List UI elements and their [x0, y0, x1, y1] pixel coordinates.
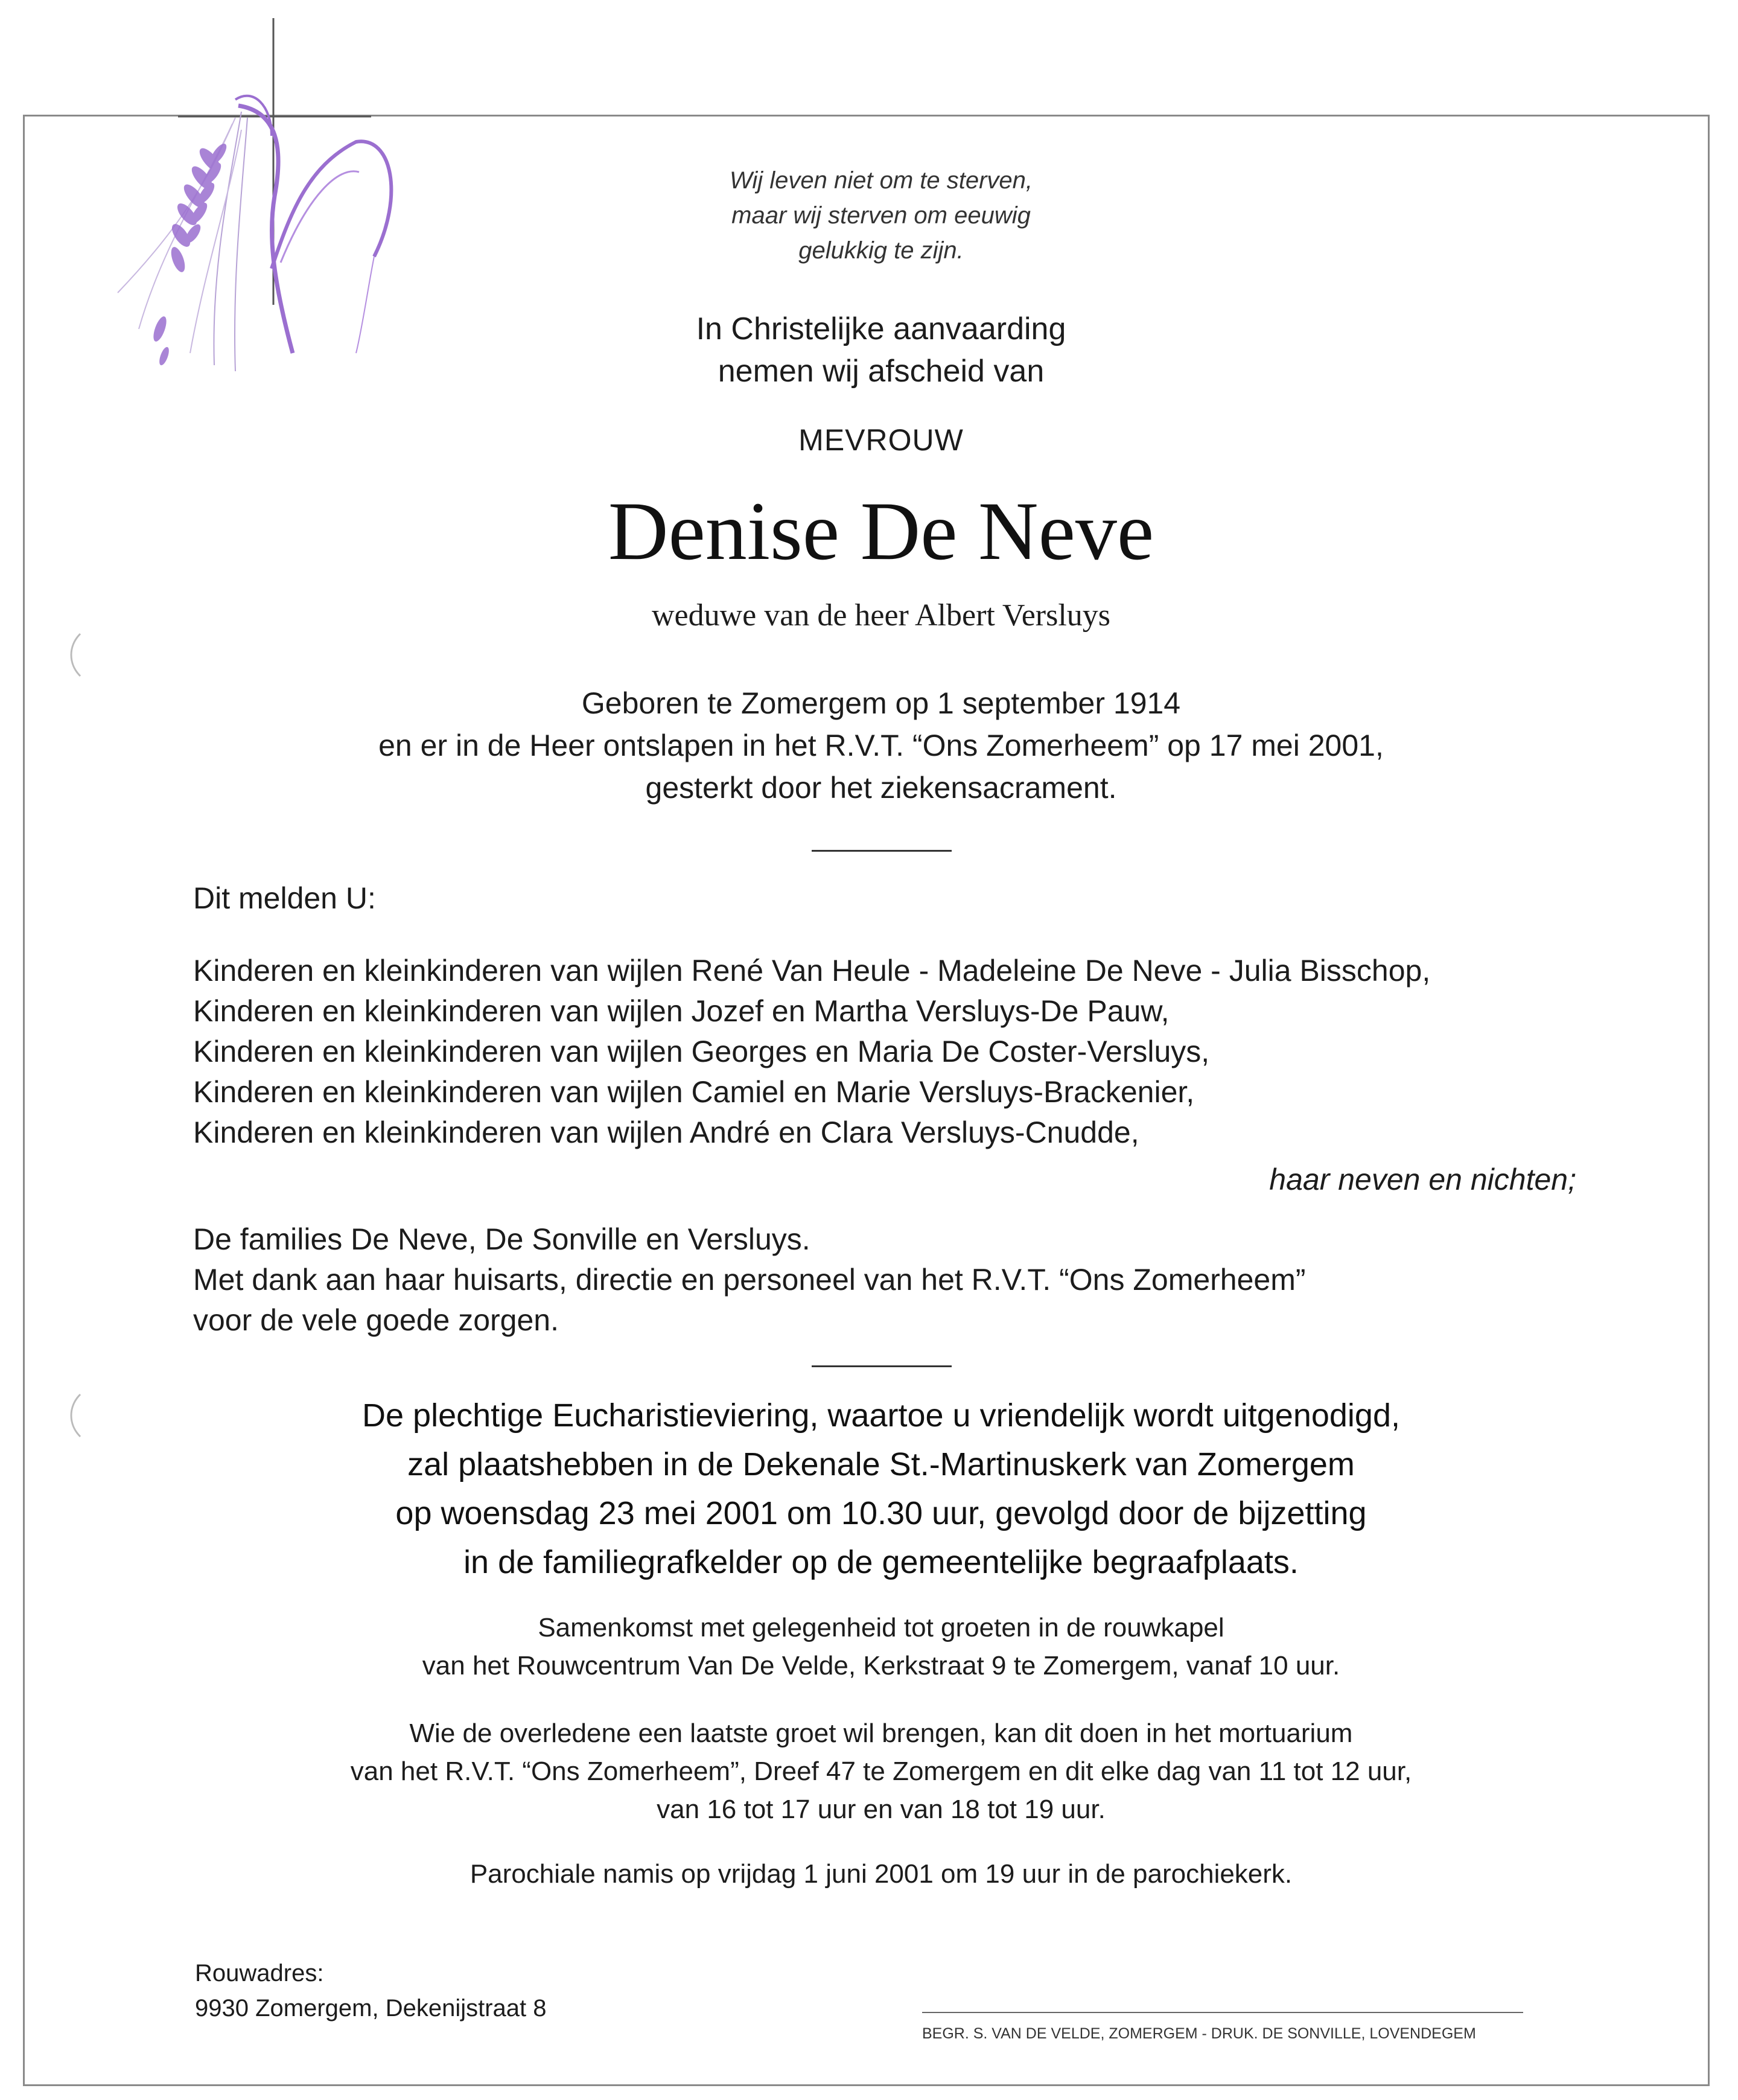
mourning-address — [195, 1956, 547, 2026]
intro — [302, 308, 1460, 392]
sacrament-line: gesterkt door het ziekensacrament. — [645, 771, 1117, 805]
address-line: 9930 Zomergem, Dekenijstraat 8 — [195, 1995, 547, 2022]
family-line: Kinderen en kleinkinderen van wijlen André en Clara Versluys-Cnudde, — [193, 1115, 1139, 1149]
family-line: Kinderen en kleinkinderen van wijlen Camiel en Marie Versluys-Brackenier, — [193, 1075, 1195, 1109]
visit-line: Wie de overledene een laatste groet wil brengen, kan dit doen in het mortuarium — [409, 1719, 1353, 1748]
divider — [812, 850, 952, 852]
family-line: Kinderen en kleinkinderen van wijlen René Van Heule - Madeleine De Neve - Julia Bisschop, — [193, 954, 1431, 988]
service-line: zal plaatshebben in de Dekenale St.-Martinuskerk van Zomergem — [407, 1446, 1355, 1482]
thanks — [193, 1219, 1306, 1341]
service-line: in de familiegrafkelder op de gemeentelijke begraafplaats. — [463, 1544, 1299, 1580]
motto-line: Wij leven niet om te sterven, — [729, 167, 1033, 194]
intro-line: In Christelijke aanvaarding — [696, 311, 1066, 346]
motto-line: gelukkig te zijn. — [798, 237, 964, 264]
thanks-line: De families De Neve, De Sonville en Versluys. — [193, 1222, 810, 1256]
visit-line: van het R.V.T. “Ons Zomerheem”, Dreef 47 te Zomergem en dit elke dag van 11 tot 12 uur, — [350, 1757, 1412, 1786]
widow-of: weduwe van de heer Albert Versluys — [651, 598, 1111, 633]
gathering-info — [181, 1609, 1581, 1685]
announce: Dit melden U: — [193, 881, 376, 915]
birth-death-info — [181, 682, 1581, 809]
divider — [812, 1365, 952, 1367]
nephews-nieces: haar neven en nichten; — [1269, 1163, 1576, 1196]
motto — [302, 163, 1460, 268]
funeral-service — [181, 1391, 1581, 1587]
motto-line: maar wij sterven om eeuwig — [731, 202, 1031, 229]
punch-hole-mark — [65, 1391, 83, 1440]
service-line: op woensdag 23 mei 2001 om 10.30 uur, gevolgd door de bijzetting — [395, 1495, 1367, 1531]
printer-credit: BEGR. S. VAN DE VELDE, ZOMERGEM - DRUK. DE SONVILLE, LOVENDEGEM — [922, 2025, 1476, 2042]
deceased-name: Denise De Neve — [608, 485, 1154, 577]
address-label: Rouwadres: — [195, 1960, 324, 1987]
intro-line: nemen wij afscheid van — [718, 354, 1045, 389]
death-line: en er in de Heer ontslapen in het R.V.T. “Ons Zomerheem” op 17 mei 2001, — [378, 729, 1384, 762]
honorific: MEVROUW — [798, 423, 964, 457]
family-list — [193, 951, 1430, 1153]
family-line: Kinderen en kleinkinderen van wijlen Jozef en Martha Versluys-De Pauw, — [193, 994, 1170, 1028]
birth-line: Geboren te Zomergem op 1 september 1914 — [581, 686, 1181, 720]
service-line: De plechtige Eucharistieviering, waartoe u vriendelijk wordt uitgenodigd, — [362, 1397, 1400, 1434]
visit-line: van 16 tot 17 uur en van 18 tot 19 uur. — [657, 1795, 1106, 1824]
gathering-line: Samenkomst met gelegenheid tot groeten in de rouwkapel — [538, 1613, 1224, 1642]
thanks-line: voor de vele goede zorgen. — [193, 1303, 559, 1337]
thanks-line: Met dank aan haar huisarts, directie en personeel van het R.V.T. “Ons Zomerheem” — [193, 1263, 1306, 1297]
gathering-line: van het Rouwcentrum Van De Velde, Kerkstraat 9 te Zomergem, vanaf 10 uur. — [422, 1651, 1340, 1680]
printer-rule — [922, 2012, 1523, 2013]
punch-hole-mark — [65, 631, 83, 679]
family-line: Kinderen en kleinkinderen van wijlen Georges en Maria De Coster-Versluys, — [193, 1035, 1210, 1068]
visit-info — [181, 1714, 1581, 1828]
memorial-mass: Parochiale namis op vrijdag 1 juni 2001 om 19 uur in de parochiekerk. — [470, 1859, 1293, 1889]
